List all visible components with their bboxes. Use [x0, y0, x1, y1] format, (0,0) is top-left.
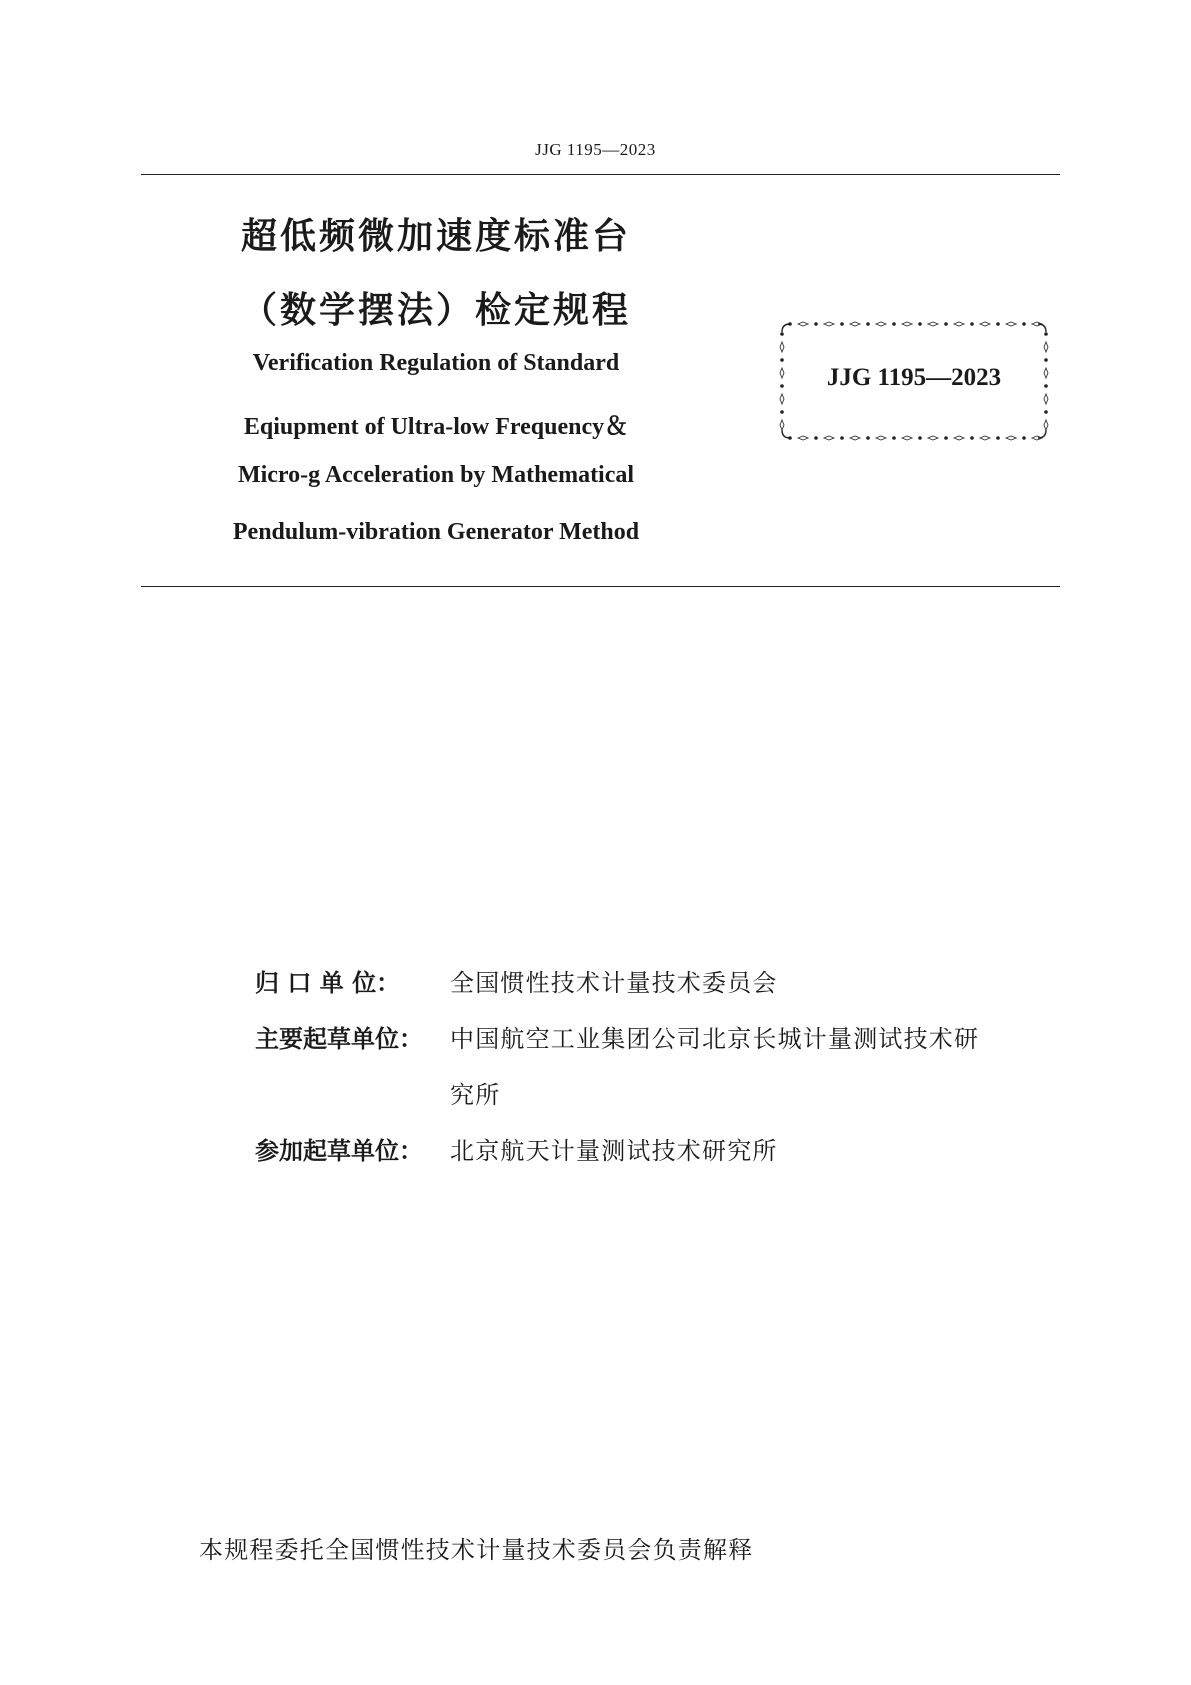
title-english-line4: Pendulum-vibration Generator Method	[232, 519, 640, 545]
responsible-unit-value: 全国惯性技术计量技术委员会	[450, 969, 778, 997]
main-drafter-value-continued: 究所	[450, 1081, 501, 1109]
main-drafter-continuation	[450, 1080, 500, 1110]
participating-drafter-label: 参加起草单位：	[255, 1137, 423, 1165]
participating-drafter-row	[255, 1136, 778, 1166]
standard-code-box	[776, 318, 1052, 444]
main-drafter-value: 中国航空工业集团公司北京长城计量测试技术研	[450, 1025, 980, 1053]
title-english-line3: Micro-g Acceleration by Mathematical	[237, 462, 635, 488]
standard-code-box-text: JJG 1195—2023	[826, 364, 1002, 391]
participating-drafter-value: 北京航天计量测试技术研究所	[450, 1137, 778, 1165]
bottom-divider	[141, 586, 1060, 587]
main-drafter-row	[255, 1024, 979, 1054]
main-drafter-label: 主要起草单位：	[255, 1025, 423, 1053]
title-english-line1: Verification Regulation of Standard	[252, 350, 620, 376]
interpretation-note: 本规程委托全国惯性技术计量技术委员会负责解释	[199, 1536, 754, 1564]
top-divider	[141, 174, 1060, 175]
responsible-unit-label: 归 口 单 位：	[255, 969, 401, 997]
title-english-line2: Eqiupment of Ultra-low Frequency＆	[243, 414, 629, 440]
responsible-unit-row	[255, 968, 778, 998]
title-chinese-line2: （数学摆法）检定规程	[240, 290, 631, 331]
title-chinese-line1: 超低频微加速度标准台	[240, 216, 631, 257]
header-standard-code: JJG 1195—2023	[535, 140, 656, 159]
